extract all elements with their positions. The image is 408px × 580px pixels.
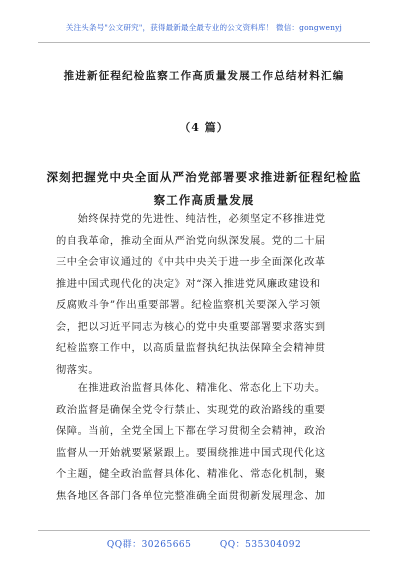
paragraph-1 [56, 209, 354, 381]
paragraph-line: 推进中国式现代化的决定》对“深入推进党风廉政建设和 [56, 278, 321, 290]
paragraph-line: 反腐败斗争”作出重要部署。纪检监察机关要深入学习领 [56, 300, 321, 311]
paragraph-line: 纪检监察工作中，以高质量监督执纪执法保障全会精神贯 [56, 343, 326, 354]
document-count: （4 篇） [179, 121, 229, 134]
section-title-line: 深刻把握党中央全面从严治党部署要求推进新征程纪检监 [46, 170, 362, 184]
paragraph-line: 会，把以习近平同志为核心的党中央重要部署要求落实到 [56, 321, 326, 333]
section-title-line: 察工作高质量发展 [153, 193, 255, 207]
paragraph-2 [56, 378, 354, 507]
paragraph-line: 的自我革命，推动全面从严治党向纵深发展。党的二十届 [56, 235, 326, 247]
paragraph-line: 监督从一开始就要紧紧跟上。要围绕推进中国式现代化这 [56, 447, 326, 459]
document-title: 推进新征程纪检监察工作高质量发展工作总结材料汇编 [63, 70, 345, 82]
header-contact-note: 关注头条号"公文研究"，获得最新最全最专业的公文资料库！ 微信：gongwenyj [65, 23, 343, 32]
paragraph-line: 始终保持党的先进性、纯洁性，必须坚定不移推进党 [56, 214, 326, 225]
header-divider [38, 42, 370, 43]
footer-divider [38, 530, 370, 531]
section-title [30, 166, 378, 212]
paragraph-line: 焦各地区各部门各单位完整准确全面贯彻新发展理念、加 [56, 490, 326, 502]
paragraph-line: 政治监督是确保全党令行禁止、实现党的政治路线的重要 [56, 404, 326, 416]
paragraph-line: 在推进政治监督具体化、精准化、常态化上下功夫。 [56, 383, 326, 394]
paragraph-line: 三中全会审议通过的《中共中央关于进一步全面深化改革 [56, 257, 326, 268]
paragraph-line: 个主题，健全政治监督具体化、精准化、常态化机制，聚 [56, 469, 326, 480]
footer-contact-note: QQ群：30265665 QQ：535304092 [106, 540, 302, 550]
paragraph-line: 彻落实。 [56, 364, 100, 376]
paragraph-line: 保障。当前，全党全国上下都在学习贯彻全会精神，政治 [56, 426, 326, 437]
